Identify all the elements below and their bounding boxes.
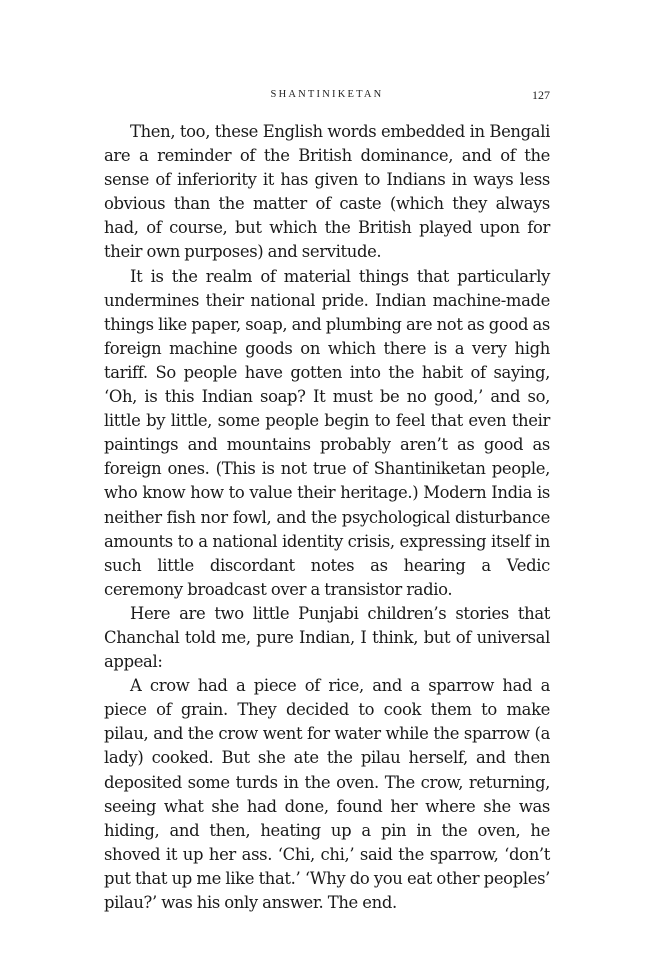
- paragraph-2: It is the realm of material things that particularly undermines their national pride. Indian machine-made things like paper, soap, and plumbing are not as good as foreign machine goods on which there is a very high tariff. So people have gotten into the habit of saying, ‘Oh, is this Indian soap? It must be no good,’ and so, little by little, some people begin to feel that even their paintings and mountains probably aren’t as good as foreign ones. (This is not true of Shantiniketan people, who know how to value their heritage.) Modern India is neither fish nor fowl, and the psychological disturbance amounts to a national identity crisis, expressing itself in such little discordant notes as hearing a Vedic ceremony broadcast over a transistor radio.: [104, 266, 550, 599]
- paragraph-4: A crow had a piece of rice, and a sparrow had a piece of grain. They decided to cook them to make pilau, and the crow went for water while the sparrow (a lady) cooked. But she ate the pilau herself, and then deposited some turds in the oven. The crow, returning, seeing what she had done, found her where she was hiding, and then, heating up a pin in the oven, he shoved it up her ass. ‘Chi, chi,’ said the sparrow, ‘don’t put that up me like that.’ ‘Why do you eat other peoples’ pilau?’ was his only answer. The end.: [104, 676, 550, 912]
- paragraph-3: Here are two little Punjabi children’s stories that Chanchal told me, pure Indian, I think, but of universal appeal:: [104, 603, 550, 672]
- paragraph-1: Then, too, these English words embedded in Bengali are a reminder of the British dominance, and of the sense of inferiority it has given to Indians in ways less obvious than the matter of caste (which they always had, of course, but which the British played upon for their own purposes) and servitude.: [104, 122, 550, 262]
- running-title: SHANTINIKETAN: [270, 89, 384, 100]
- page-number: 127: [532, 88, 550, 102]
- running-head: [104, 87, 550, 103]
- body-text: [104, 120, 550, 915]
